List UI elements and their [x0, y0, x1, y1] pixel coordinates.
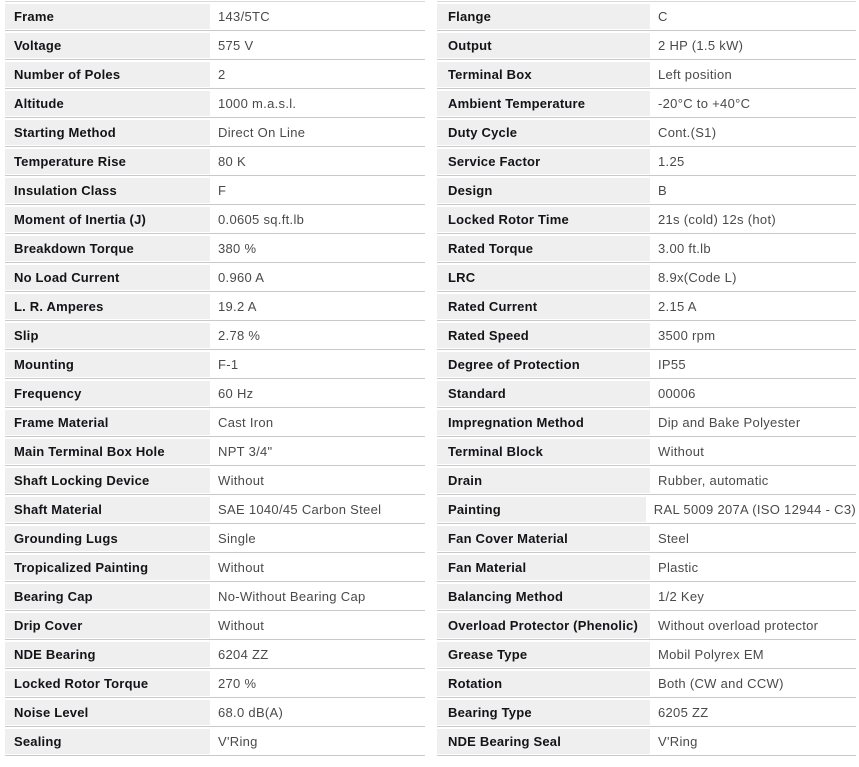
spec-value: 00006 [658, 386, 696, 401]
spec-value: No-Without Bearing Cap [218, 589, 366, 604]
spec-label: Grease Type [437, 642, 650, 667]
spec-row [5, 381, 425, 406]
spec-row [5, 265, 425, 290]
spec-label: Starting Method [5, 120, 210, 145]
spec-row [5, 323, 425, 348]
spec-value: Cast Iron [218, 415, 274, 430]
spec-row [437, 700, 856, 725]
spec-table-left [5, 1, 425, 758]
spec-value: 2.15 A [658, 299, 697, 314]
spec-row [437, 323, 856, 348]
spec-label: Balancing Method [437, 584, 650, 609]
spec-value: -20°C to +40°C [658, 96, 751, 111]
spec-label: Noise Level [5, 700, 210, 725]
spec-row [5, 120, 425, 145]
spec-value: V'Ring [218, 734, 258, 749]
spec-row [5, 410, 425, 435]
spec-row [437, 294, 856, 319]
spec-value: Plastic [658, 560, 699, 575]
spec-value: 0.0605 sq.ft.lb [218, 212, 305, 227]
spec-row [437, 381, 856, 406]
spec-row [437, 613, 856, 638]
spec-label: Drain [437, 468, 650, 493]
spec-value: 2 [218, 67, 226, 82]
spec-value: 68.0 dB(A) [218, 705, 284, 720]
spec-row [5, 555, 425, 580]
spec-label: NDE Bearing Seal [437, 729, 650, 754]
spec-label: Terminal Block [437, 439, 650, 464]
spec-value: 3500 rpm [658, 328, 716, 343]
spec-row [5, 700, 425, 725]
spec-value: Dip and Bake Polyester [658, 415, 801, 430]
spec-label: Slip [5, 323, 210, 348]
spec-row [5, 468, 425, 493]
spec-label: Painting [437, 497, 646, 522]
spec-label: Bearing Type [437, 700, 650, 725]
spec-value: 1.25 [658, 154, 685, 169]
spec-row [5, 613, 425, 638]
spec-row [5, 439, 425, 464]
spec-label: Terminal Box [437, 62, 650, 87]
spec-row [437, 149, 856, 174]
spec-row [437, 642, 856, 667]
spec-row [437, 497, 856, 522]
spec-label: Altitude [5, 91, 210, 116]
spec-value: 80 K [218, 154, 246, 169]
spec-label: Overload Protector (Phenolic) [437, 613, 650, 638]
spec-value: Cont.(S1) [658, 125, 717, 140]
spec-label: Shaft Material [5, 497, 210, 522]
spec-label: Bearing Cap [5, 584, 210, 609]
spec-row [437, 352, 856, 377]
spec-value: 2 HP (1.5 kW) [658, 38, 744, 53]
spec-label: Moment of Inertia (J) [5, 207, 210, 232]
spec-value: V'Ring [658, 734, 698, 749]
spec-row [5, 671, 425, 696]
spec-row [5, 149, 425, 174]
spec-label: Frame Material [5, 410, 210, 435]
spec-value: Without [218, 473, 265, 488]
spec-label: Flange [437, 4, 650, 29]
spec-value: IP55 [658, 357, 686, 372]
spec-row [437, 91, 856, 116]
spec-label: Rated Current [437, 294, 650, 319]
spec-value: Without overload protector [658, 618, 819, 633]
spec-row [437, 729, 856, 754]
spec-value: 21s (cold) 12s (hot) [658, 212, 776, 227]
spec-row [5, 33, 425, 58]
spec-value: Mobil Polyrex EM [658, 647, 764, 662]
spec-value: Without [658, 444, 705, 459]
spec-value: 270 % [218, 676, 257, 691]
spec-label: Duty Cycle [437, 120, 650, 145]
spec-label: Rated Speed [437, 323, 650, 348]
spec-row [5, 91, 425, 116]
spec-label: Impregnation Method [437, 410, 650, 435]
spec-label: Temperature Rise [5, 149, 210, 174]
spec-value: SAE 1040/45 Carbon Steel [218, 502, 382, 517]
spec-value: 19.2 A [218, 299, 257, 314]
spec-row [5, 729, 425, 754]
spec-label: Locked Rotor Time [437, 207, 650, 232]
spec-row [5, 526, 425, 551]
spec-row [437, 62, 856, 87]
spec-label: LRC [437, 265, 650, 290]
spec-label: Ambient Temperature [437, 91, 650, 116]
spec-value: 1000 m.a.s.l. [218, 96, 297, 111]
spec-value: 2.78 % [218, 328, 261, 343]
spec-label: Mounting [5, 352, 210, 377]
spec-row [437, 410, 856, 435]
spec-row [5, 236, 425, 261]
spec-label: Rated Torque [437, 236, 650, 261]
spec-row [5, 4, 425, 29]
spec-label: Voltage [5, 33, 210, 58]
spec-row [5, 584, 425, 609]
spec-value: RAL 5009 207A (ISO 12944 - C3) [653, 502, 856, 517]
spec-row [437, 439, 856, 464]
spec-value: C [658, 9, 668, 24]
spec-row [437, 584, 856, 609]
spec-row [437, 526, 856, 551]
spec-row [5, 352, 425, 377]
spec-value: F-1 [218, 357, 239, 372]
spec-value: Rubber, automatic [658, 473, 769, 488]
spec-value: 575 V [218, 38, 254, 53]
spec-row [5, 178, 425, 203]
spec-label: Fan Cover Material [437, 526, 650, 551]
spec-label: Frequency [5, 381, 210, 406]
spec-row [437, 120, 856, 145]
spec-row [5, 294, 425, 319]
spec-value: 60 Hz [218, 386, 254, 401]
spec-value: NPT 3/4" [218, 444, 273, 459]
spec-value: Without [218, 618, 265, 633]
spec-label: Design [437, 178, 650, 203]
spec-table-right [437, 1, 856, 758]
spec-label: Rotation [437, 671, 650, 696]
spec-label: Insulation Class [5, 178, 210, 203]
spec-label: Grounding Lugs [5, 526, 210, 551]
spec-label: Main Terminal Box Hole [5, 439, 210, 464]
spec-value: 6204 ZZ [218, 647, 269, 662]
spec-value: 1/2 Key [658, 589, 705, 604]
spec-value: Steel [658, 531, 690, 546]
spec-row [437, 265, 856, 290]
spec-row [5, 497, 425, 522]
spec-value: 3.00 ft.lb [658, 241, 711, 256]
spec-label: Number of Poles [5, 62, 210, 87]
spec-value: 0.960 A [218, 270, 265, 285]
spec-value: Without [218, 560, 265, 575]
spec-label: L. R. Amperes [5, 294, 210, 319]
spec-row [437, 236, 856, 261]
spec-value: 8.9x(Code L) [658, 270, 737, 285]
spec-value: 143/5TC [218, 9, 270, 24]
spec-label: Service Factor [437, 149, 650, 174]
spec-label: Fan Material [437, 555, 650, 580]
spec-label: Sealing [5, 729, 210, 754]
spec-label: Locked Rotor Torque [5, 671, 210, 696]
spec-label: Tropicalized Painting [5, 555, 210, 580]
spec-label: Frame [5, 4, 210, 29]
spec-label: Standard [437, 381, 650, 406]
spec-row [437, 671, 856, 696]
spec-row [5, 207, 425, 232]
spec-row [437, 4, 856, 29]
spec-value: F [218, 183, 227, 198]
spec-value: Direct On Line [218, 125, 306, 140]
spec-value: Single [218, 531, 256, 546]
spec-label: Output [437, 33, 650, 58]
spec-label: NDE Bearing [5, 642, 210, 667]
spec-label: Degree of Protection [437, 352, 650, 377]
spec-row [437, 555, 856, 580]
spec-row [437, 207, 856, 232]
spec-row [5, 62, 425, 87]
spec-label: Drip Cover [5, 613, 210, 638]
spec-value: 380 % [218, 241, 257, 256]
spec-label: Breakdown Torque [5, 236, 210, 261]
spec-label: Shaft Locking Device [5, 468, 210, 493]
spec-row [437, 33, 856, 58]
spec-value: B [658, 183, 667, 198]
spec-value: 6205 ZZ [658, 705, 709, 720]
spec-row [437, 178, 856, 203]
spec-row [5, 642, 425, 667]
spec-row [437, 468, 856, 493]
spec-value: Left position [658, 67, 733, 82]
spec-value: Both (CW and CCW) [658, 676, 784, 691]
spec-label: No Load Current [5, 265, 210, 290]
